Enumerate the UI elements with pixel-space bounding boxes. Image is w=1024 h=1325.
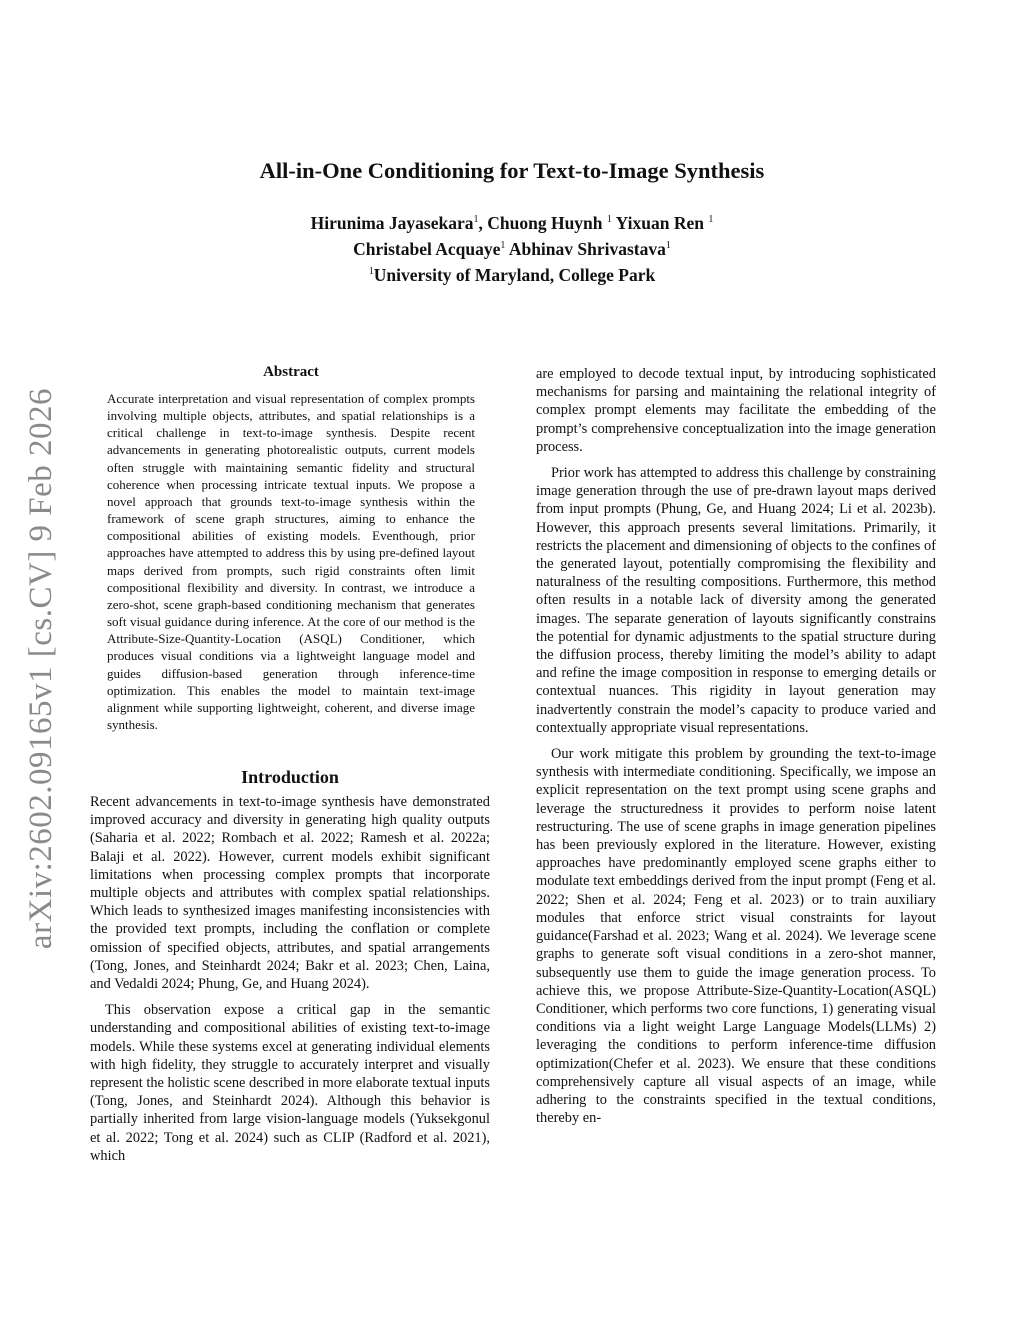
author-line-1 — [0, 210, 1024, 236]
author-name: , Chuong Huynh — [478, 213, 607, 233]
introduction-heading: Introduction — [241, 767, 339, 787]
paragraph: Recent advancements in text-to-image synthesis have demonstrated improved accuracy and diversity in generating high quality outputs (Saharia et al. 2022; Rombach et al. 2022; Ramesh et al. 2022a; Balaji et al. 2022). However, current models exhibit significant limitations when processing complex prompts that incorporate multiple objects and attributes with complex spatial relationships. Which leads to synthesized images manifesting inconsistencies with the provided text prompts, including the conflation or complete omission of specified objects, attributes, and spatial arrangements (Tong, Jones, and Steinhardt 2024; Bakr et al. 2023; Chen, Laina, and Vedaldi 2024; Phung, Ge, and Huang 2024). — [90, 794, 490, 993]
affiliation-mark: 1 — [708, 214, 714, 225]
affiliation-mark: 1 — [665, 240, 671, 251]
author-name: Christabel Acquaye — [353, 239, 501, 259]
left-column — [90, 793, 490, 1165]
affiliation-mark: 1 — [500, 240, 506, 251]
paragraph: This observation expose a critical gap in the semantic understanding and compositional abilities of existing text-to-image models. While these systems excel at generating individual elements with high fidelity, they struggle to accurately interpret and visually represent the holistic scene described in more elaborate textual inputs (Tong, Jones, and Steinhardt 2024). Although this behavior is partially inherited from large vision-language models (Yuksekgonul et al. 2022; Tong et al. 2024) such as CLIP (Radford et al. 2021), which — [90, 1002, 490, 1164]
paragraph: Our work mitigate this problem by grounding the text-to-image synthesis with intermediate conditioning. Specifically, we impose an explicit representation on the text prompt using scene graphs and leverage the structuredness it provides to perform noise latent restructuring. The use of scene graphs in image generation pipelines has been previously explored in the literature. However, existing approaches have predominantly employed scene graphs either to modulate text embeddings derived from the input prompt (Feng et al. 2022; Shen et al. 2024; Feng et al. 2023) or to train auxiliary modules that enforce strict visual constraints for layout guidance(Farshad et al. 2023; Wang et al. 2024). We leverage scene graphs to generate soft visual conditions in a zero-shot manner, subsequently use them to guide the image generation process. To achieve this, we propose Attribute-Size-Quantity-Location(ASQL) Conditioner, which performs two core functions, 1) generating visual conditions via a light weight Large Language Models(LLMs) 2) leveraging the conditions to perform inference-time diffusion optimization(Chefer et al. 2023). We ensure that these conditions comprehensively capture all visual aspects of an image, while adhering to the constraints specified in the textual conditions, thereby en- — [536, 746, 936, 1127]
arxiv-sidebar-stamp — [12, 378, 72, 958]
affiliation-mark: 1 — [606, 214, 612, 225]
right-column — [536, 365, 936, 1127]
abstract-heading: Abstract — [263, 364, 319, 380]
author-line-2 — [0, 236, 1024, 262]
author-name: Hirunima Jayasekara — [310, 213, 474, 233]
author-block — [0, 210, 1024, 288]
abstract-body — [107, 390, 475, 733]
author-name: Yixuan Ren — [611, 213, 709, 233]
paragraph: are employed to decode textual input, by introducing sophisticated mechanisms for parsing and maintaining the relational integrity of complex prompt elements may facilitate the embedding of the prompt’s comprehensive conceptualization into the image generation process. — [536, 366, 936, 455]
affiliation-mark: 1 — [473, 214, 479, 225]
paper-title: All-in-One Conditioning for Text-to-Image Synthesis — [259, 158, 765, 183]
affiliation: University of Maryland, College Park — [373, 265, 656, 285]
abstract-text: Accurate interpretation and visual representation of complex prompts involving multiple objects, attributes, and spatial relationships is a critical challenge in text-to-image synthesis. Despite recent advancements in generating photorealistic outputs, current models often struggle with maintaining semantic fidelity and structural coherence when processing intricate textual inputs. We propose a novel approach that grounds text-to-image synthesis within the framework of scene graph structures, aiming to enhance the compositional abilities of existing models. Eventhough, prior approaches have attempted to address this by using pre-defined layout maps derived from prompts, such rigid constraints often limit compositional flexibility and diversity. In contrast, we introduce a zero-shot, scene graph-based conditioning mechanism that generates soft visual guidance during inference. At the core of our method is the Attribute-Size-Quantity-Location (ASQL) Conditioner, which produces visual conditions via a lightweight language model and guides diffusion-based generation through inference-time optimization. This enables the model to maintain text-image alignment while supporting lightweight, coherent, and diverse image synthesis. — [107, 391, 475, 732]
affiliation-mark: 1 — [368, 266, 374, 277]
affiliation-line — [0, 262, 1024, 288]
paragraph: Prior work has attempted to address this challenge by constraining image generation through the use of pre-drawn layout maps derived from input prompts (Phung, Ge, and Huang 2024; Li et al. 2023b). However, this approach presents several limitations. Primarily, it restricts the placement and dimensioning of objects to the confines of the generated layout, potentially compromising the flexibility and naturalness of the resulting compositions. Furthermore, this method often results in a notable lack of diversity among the generated images. The separate generation of layouts significantly constrains the potential for dynamic adjustments to the spatial structure during the diffusion process, thereby limiting the model’s ability to adapt and refine the image composition in response to emerging details or contextual nuances. This rigidity in layout generation may inadvertently constrain the model’s capacity to produce varied and contextually appropriate visual representations. — [536, 465, 936, 736]
arxiv-id: arXiv:2602.09165v1 [cs.CV] 9 Feb 2026 — [23, 387, 60, 949]
author-name: Abhinav Shrivastava — [505, 239, 666, 259]
